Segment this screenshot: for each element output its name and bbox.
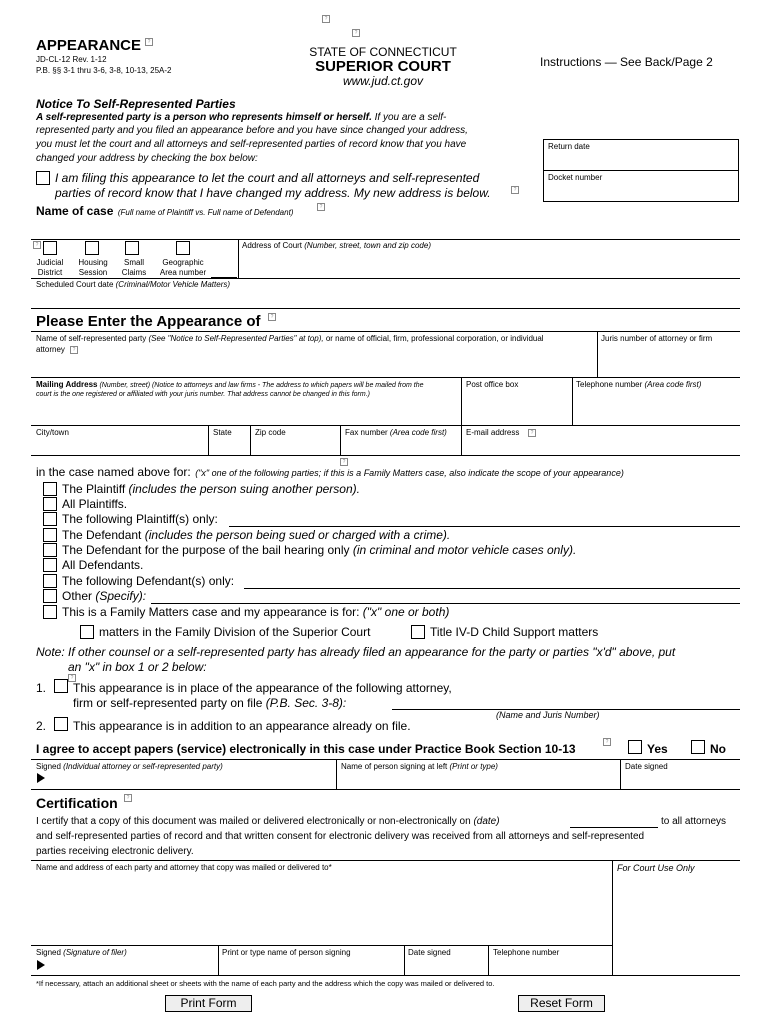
divider — [336, 759, 337, 789]
divider — [572, 377, 573, 425]
fax-hint: (Area code first) — [389, 428, 447, 437]
option-label: All Defendants. — [62, 558, 144, 572]
po-box-label: Post office box — [466, 380, 519, 389]
help-icon[interactable]: ? — [33, 241, 41, 249]
notice-text: represented party and you filed an appearance before and you have since changed your address, — [36, 125, 468, 136]
help-icon[interactable]: ? — [528, 429, 536, 437]
help-icon[interactable]: ? — [317, 203, 325, 211]
divider — [208, 425, 209, 455]
print-form-button[interactable]: Print Form — [165, 995, 252, 1012]
certification-text: to all attorneys — [661, 816, 727, 827]
divider — [461, 425, 462, 455]
divider — [404, 945, 405, 975]
option-hint: (includes the person being sued or charged with a crime). — [144, 528, 451, 542]
reset-form-button[interactable]: Reset Form — [518, 995, 605, 1012]
in-place-checkbox[interactable] — [54, 679, 68, 693]
court-name: SUPERIOR COURT — [315, 58, 451, 75]
divider — [31, 425, 740, 426]
option-number: 2. — [36, 719, 47, 733]
option-label: The following Defendant(s) only: — [62, 574, 235, 588]
note-text: an "x" in box 1 or 2 below: — [68, 660, 207, 674]
signed-label: Signed — [36, 762, 61, 771]
party-name-hint: (See "Notice to Self-Represented Parties" at top), — [148, 334, 324, 343]
family-matters-checkbox[interactable] — [43, 605, 57, 619]
notice-lead: A self-represented party is a person who represents himself or herself. — [36, 112, 372, 123]
divider — [340, 425, 341, 455]
option-label: The Defendant — [62, 528, 142, 542]
case-for-lead: in the case named above for: — [36, 465, 191, 479]
signed-hint: (Individual attorney or self-represented party) — [63, 762, 223, 771]
court-use-label: For Court Use Only — [617, 863, 695, 873]
housing-session-checkbox[interactable] — [85, 241, 99, 255]
all-defendants-checkbox[interactable] — [43, 558, 57, 572]
divider — [31, 377, 740, 378]
electronic-no-label: No — [710, 742, 726, 756]
help-icon[interactable]: ? — [511, 186, 519, 194]
divider — [597, 331, 598, 377]
help-icon[interactable]: ? — [603, 738, 611, 746]
divider — [31, 860, 740, 861]
address-change-checkbox[interactable] — [36, 171, 50, 185]
docket-number-label: Docket number — [548, 173, 603, 182]
geographic-area-checkbox[interactable] — [176, 241, 190, 255]
certification-text: parties receiving electronic delivery. — [36, 846, 194, 857]
appearance-heading: Please Enter the Appearance of — [36, 313, 261, 330]
notice-text: If you are a self- — [371, 112, 447, 123]
family-division-checkbox[interactable] — [80, 625, 94, 639]
sign-arrow-icon — [37, 773, 45, 783]
help-icon[interactable]: ? — [322, 15, 330, 23]
electronic-yes-checkbox[interactable] — [628, 740, 642, 754]
sign-arrow-icon — [37, 960, 45, 970]
defendants-field[interactable] — [244, 588, 740, 589]
option-label: All Plaintiffs. — [62, 497, 128, 511]
in-place-text: firm or self-represented party on file — [73, 696, 263, 710]
state-name: STATE OF CONNECTICUT — [309, 45, 457, 59]
in-place-text: This appearance is in place of the appearance of the following attorney, — [73, 681, 452, 695]
all-plaintiffs-checkbox[interactable] — [43, 497, 57, 511]
in-addition-checkbox[interactable] — [54, 717, 68, 731]
option-label: This is a Family Matters case and my appearance is for: — [62, 605, 360, 619]
judicial-district-checkbox[interactable] — [43, 241, 57, 255]
case-name-label: Name of case — [36, 204, 114, 218]
party-name-label: or name of official, firm, professional corporation, or individual — [323, 334, 544, 343]
help-icon[interactable]: ? — [68, 674, 76, 682]
in-addition-text: This appearance is in addition to an appearance already on file. — [73, 719, 411, 733]
plaintiff-checkbox[interactable] — [43, 482, 57, 496]
signer-name-label: Name of person signing at left — [341, 762, 448, 771]
address-change-text: parties of record know that I have changed my address. My new address is below. — [55, 186, 491, 200]
option-hint: (Specify): — [95, 589, 147, 603]
certification-date-field[interactable] — [570, 827, 658, 828]
electronic-yes-label: Yes — [647, 742, 668, 756]
option-label: The Plaintiff — [62, 482, 126, 496]
cert-phone-label: Telephone number — [493, 948, 560, 957]
case-name-hint: (Full name of Plaintiff vs. Full name of Defendant) — [117, 208, 294, 217]
mailing-address-hint: (Number, street) (Notice to attorneys and law firms - The address to which papers will be mailed from the — [99, 382, 424, 389]
practice-book-ref: P.B. §§ 3-1 thru 3-6, 3-8, 10-13, 25A-2 — [36, 66, 172, 75]
party-name-label: Name of self-represented party — [36, 334, 147, 343]
docket-number-field[interactable] — [543, 170, 739, 202]
filer-signed-hint: (Signature of filer) — [63, 948, 127, 957]
scheduled-date-label: Scheduled Court date — [36, 280, 114, 289]
electronic-agree-text: I agree to accept papers (service) electronically in this case under Practice Book Section 10-13 — [36, 742, 576, 756]
certification-text: and self-represented parties of record and that written consent for electronic delivery was received from all attorneys and self-represented — [36, 831, 645, 842]
divider — [488, 945, 489, 975]
divider — [31, 278, 740, 279]
date-signed-label: Date signed — [625, 762, 668, 771]
court-address-hint: (Number, street, town and zip code) — [304, 241, 431, 250]
court-address-label: Address of Court — [242, 241, 303, 250]
divider — [238, 240, 239, 278]
help-icon[interactable]: ? — [352, 29, 360, 37]
notice-text: you must let the court and all attorneys and self-represented parties of record know that you have — [36, 139, 467, 150]
divider — [31, 239, 740, 240]
form-number: JD-CL-12 Rev. 1-12 — [36, 55, 107, 64]
following-defendants-checkbox[interactable] — [43, 574, 57, 588]
help-icon[interactable]: ? — [124, 794, 132, 802]
following-plaintiffs-checkbox[interactable] — [43, 512, 57, 526]
divider — [31, 975, 740, 976]
help-icon[interactable]: ? — [70, 346, 78, 354]
divider — [218, 945, 219, 975]
option-hint: ("x" one or both) — [362, 605, 450, 619]
option-label: Other — [62, 589, 93, 603]
footnote: *If necessary, attach an additional sheet or sheets with the name of each party and the address which the copy was mailed or delivered to. — [36, 979, 495, 988]
divider — [31, 308, 740, 309]
print-name-label: Print or type name of person signing — [222, 948, 351, 957]
court-type-label: Small Claims — [121, 258, 147, 277]
option-hint: (in criminal and motor vehicle cases only). — [352, 543, 577, 557]
fax-label: Fax number — [345, 428, 388, 437]
phone-label: Telephone number — [576, 380, 643, 389]
option-label: The following Plaintiff(s) only: — [62, 512, 218, 526]
plaintiffs-field[interactable] — [229, 526, 740, 527]
divider — [620, 759, 621, 789]
family-division-label: matters in the Family Division of the Superior Court — [99, 625, 371, 639]
note-text: Note: If other counsel or a self-represented party has already filed an appearance for the party or parties "x'd" above, put — [36, 645, 676, 659]
juris-number-label: Juris number of attorney or firm — [601, 334, 713, 343]
divider — [250, 425, 251, 455]
signer-name-hint: (Print or type) — [449, 762, 498, 771]
title-ivd-label: Title IV-D Child Support matters — [430, 625, 599, 639]
case-for-hint: ("x" one of the following parties; if this is a Family Matters case, also indicate the scope of your appearance) — [195, 468, 624, 478]
email-label: E-mail address — [466, 428, 520, 437]
divider — [31, 331, 740, 332]
certification-date-hint: (date) — [473, 816, 500, 827]
defendant-checkbox[interactable] — [43, 528, 57, 542]
court-type-label: Housing Session — [78, 258, 108, 277]
cert-date-label: Date signed — [408, 948, 451, 957]
form-title: APPEARANCE — [36, 37, 142, 54]
defendant-bail-checkbox[interactable] — [43, 543, 57, 557]
state-label: State — [213, 428, 232, 437]
name-juris-label: (Name and Juris Number) — [496, 710, 600, 720]
help-icon[interactable]: ? — [145, 38, 153, 46]
instructions-link[interactable]: Instructions — See Back/Page 2 — [540, 55, 713, 69]
mailing-address-label: Mailing Address — [36, 380, 98, 389]
option-label: The Defendant for the purpose of the bail hearing only — [62, 543, 350, 557]
court-type-label: Geographic Area number — [159, 258, 207, 277]
notice-text: changed your address by checking the box below: — [36, 153, 258, 164]
other-field[interactable] — [151, 603, 740, 604]
option-number: 1. — [36, 681, 47, 695]
notice-title: Notice To Self-Represented Parties — [36, 97, 236, 111]
divider — [612, 860, 613, 975]
option-hint: (includes the person suing another person). — [128, 482, 360, 496]
divider — [31, 759, 740, 760]
divider — [31, 789, 740, 790]
zip-label: Zip code — [255, 428, 286, 437]
help-icon[interactable]: ? — [340, 458, 348, 466]
city-label: City/town — [36, 428, 69, 437]
divider — [31, 945, 613, 946]
certification-text: I certify that a copy of this document was mailed or delivered electronically or non-electronically on — [36, 816, 471, 827]
court-type-label: Judicial District — [36, 258, 64, 277]
help-icon[interactable]: ? — [268, 313, 276, 321]
divider — [461, 377, 462, 425]
other-checkbox[interactable] — [43, 589, 57, 603]
return-date-label: Return date — [548, 142, 590, 151]
title-ivd-checkbox[interactable] — [411, 625, 425, 639]
in-place-hint: (P.B. Sec. 3-8): — [265, 696, 347, 710]
mailed-to-label: Name and address of each party and attorney that copy was mailed or delivered to* — [36, 863, 332, 872]
court-website[interactable]: www.jud.ct.gov — [342, 74, 424, 88]
electronic-no-checkbox[interactable] — [691, 740, 705, 754]
phone-hint: (Area code first) — [644, 380, 702, 389]
divider — [31, 455, 740, 456]
return-date-field[interactable] — [543, 139, 739, 171]
filer-signed-label: Signed — [36, 948, 61, 957]
address-change-text: I am filing this appearance to let the court and all attorneys and self-represented — [55, 171, 480, 185]
mailing-address-hint: court is the one registered or affiliated with your juris number. That address cannot be changed in this form.) — [36, 391, 370, 398]
party-name-label: attorney — [36, 345, 65, 354]
scheduled-date-hint: (Criminal/Motor Vehicle Matters) — [115, 280, 231, 289]
certification-title: Certification — [36, 795, 118, 811]
small-claims-checkbox[interactable] — [125, 241, 139, 255]
